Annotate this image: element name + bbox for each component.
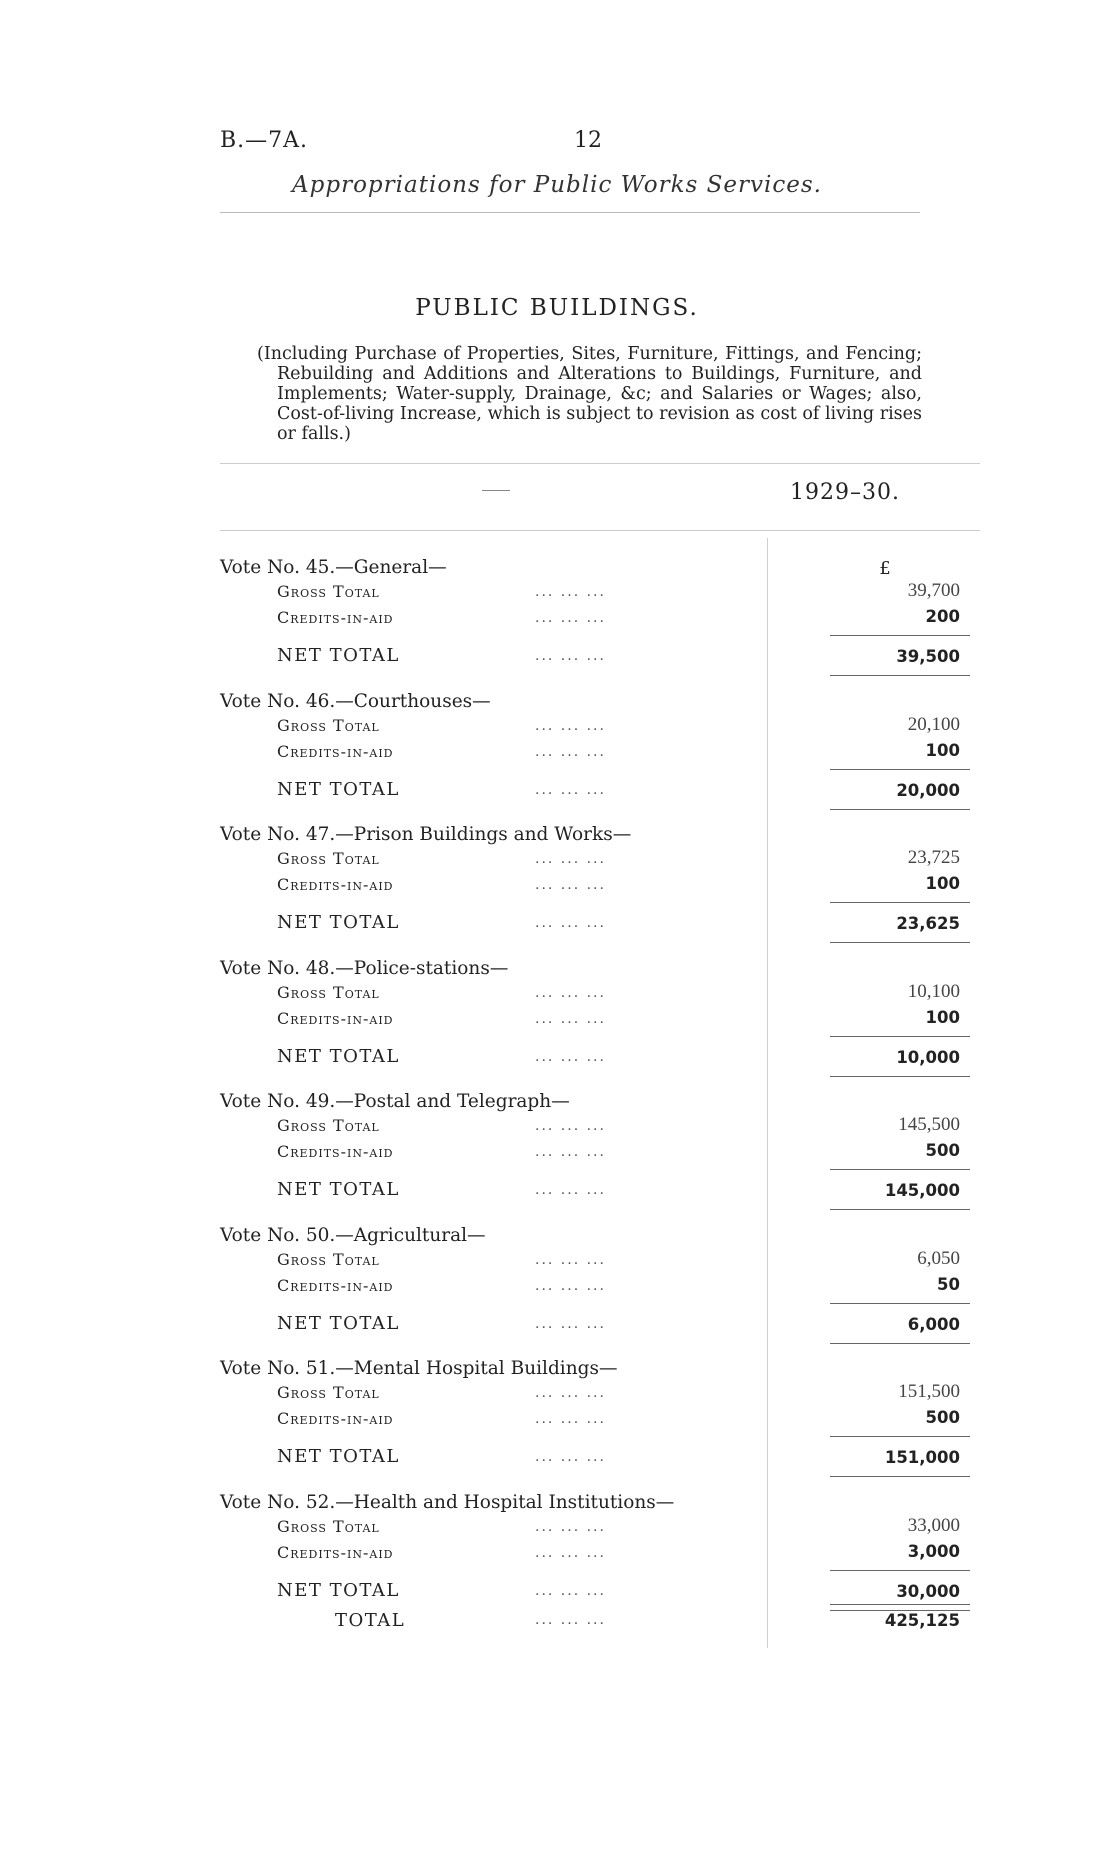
subtotal-rule bbox=[830, 635, 970, 636]
credits-in-aid-value: 3,000 bbox=[907, 1542, 960, 1561]
leader-dots: ... ... ... bbox=[535, 1011, 606, 1027]
leader-dots: ... ... ... bbox=[535, 1583, 606, 1599]
net-total-label: NET TOTAL bbox=[277, 912, 400, 933]
grand-total-value: 425,125 bbox=[884, 1611, 960, 1630]
credits-in-aid-label: Credits-in-aid bbox=[277, 1409, 394, 1428]
leader-dots: ... ... ... bbox=[535, 985, 606, 1001]
gross-total-value: 6,050 bbox=[917, 1248, 960, 1269]
net-total-label: NET TOTAL bbox=[277, 1046, 400, 1067]
vote-title: Vote No. 50.—Agricultural— bbox=[220, 1225, 486, 1246]
net-total-value: 20,000 bbox=[896, 781, 960, 800]
vote-title: Vote No. 52.—Health and Hospital Institutions— bbox=[220, 1492, 675, 1513]
gross-total-value: 10,100 bbox=[907, 981, 960, 1002]
net-total-label: NET TOTAL bbox=[277, 1179, 400, 1200]
credits-in-aid-value: 50 bbox=[937, 1275, 960, 1294]
net-total-value: 10,000 bbox=[896, 1048, 960, 1067]
total-rule bbox=[830, 1604, 970, 1605]
vote-title: Vote No. 46.—Courthouses— bbox=[220, 691, 491, 712]
vote-title: Vote No. 48.—Police-stations— bbox=[220, 958, 509, 979]
credits-in-aid-label: Credits-in-aid bbox=[277, 875, 394, 894]
table-top-rule bbox=[220, 463, 980, 464]
gross-total-value: 151,500 bbox=[898, 1381, 960, 1402]
credits-in-aid-label: Credits-in-aid bbox=[277, 1142, 394, 1161]
vote-title: Vote No. 51.—Mental Hospital Buildings— bbox=[220, 1358, 618, 1379]
leader-dots: ... ... ... bbox=[535, 851, 606, 867]
net-total-rule bbox=[830, 1343, 970, 1344]
subtotal-rule bbox=[830, 1036, 970, 1037]
vote-title: Vote No. 45.—General— bbox=[220, 557, 447, 578]
net-total-value: 39,500 bbox=[896, 647, 960, 666]
net-total-rule bbox=[830, 809, 970, 810]
net-total-rule bbox=[830, 1209, 970, 1210]
grand-total-label: TOTAL bbox=[335, 1610, 406, 1631]
gross-total-value: 145,500 bbox=[898, 1114, 960, 1135]
section-description-text: (Including Purchase of Properties, Sites, Furniture, Fittings, and Fencing; Rebuilding and Additions and Alterations to Buildings, Furniture, and Implements; Water-supply, Drainage, &c; and Salaries or Wages; also, Cost-of-living Increase, which is subject to revision as cost of living rises or falls.) bbox=[257, 344, 922, 444]
leader-dots: ... ... ... bbox=[535, 782, 606, 798]
gross-total-value: 20,100 bbox=[907, 714, 960, 735]
gross-total-label: Gross Total bbox=[277, 1116, 380, 1135]
leader-dots: ... ... ... bbox=[535, 1545, 606, 1561]
gross-total-label: Gross Total bbox=[277, 716, 380, 735]
leader-dots: ... ... ... bbox=[535, 744, 606, 760]
leader-dots: ... ... ... bbox=[535, 610, 606, 626]
net-total-label: NET TOTAL bbox=[277, 1580, 400, 1601]
gross-total-value: 33,000 bbox=[907, 1515, 960, 1536]
net-total-value: 23,625 bbox=[896, 914, 960, 933]
leader-dots: ... ... ... bbox=[535, 1182, 606, 1198]
net-total-value: 145,000 bbox=[884, 1181, 960, 1200]
credits-in-aid-label: Credits-in-aid bbox=[277, 1009, 394, 1028]
gross-total-value: 39,700 bbox=[907, 580, 960, 601]
net-total-rule bbox=[830, 675, 970, 676]
leader-dots: ... ... ... bbox=[535, 1385, 606, 1401]
leader-dots: ... ... ... bbox=[535, 1316, 606, 1332]
leader-dots: ... ... ... bbox=[535, 1144, 606, 1160]
subtotal-rule bbox=[830, 769, 970, 770]
gross-total-label: Gross Total bbox=[277, 1250, 380, 1269]
net-total-rule bbox=[830, 1476, 970, 1477]
net-total-label: NET TOTAL bbox=[277, 1446, 400, 1467]
header-rule bbox=[220, 212, 920, 213]
credits-in-aid-value: 200 bbox=[925, 607, 960, 626]
page-header-title: Appropriations for Public Works Services. bbox=[292, 172, 822, 198]
section-description bbox=[257, 344, 922, 444]
credits-in-aid-value: 100 bbox=[925, 741, 960, 760]
leader-dots: ... ... ... bbox=[535, 1411, 606, 1427]
net-total-value: 30,000 bbox=[896, 1582, 960, 1601]
subtotal-rule bbox=[830, 1436, 970, 1437]
section-title: PUBLIC BUILDINGS. bbox=[415, 295, 699, 321]
document-reference: B.—7A. bbox=[220, 128, 309, 153]
leader-dots: ... ... ... bbox=[535, 1278, 606, 1294]
subtotal-rule bbox=[830, 1169, 970, 1170]
credits-in-aid-label: Credits-in-aid bbox=[277, 742, 394, 761]
leader-dots: ... ... ... bbox=[535, 718, 606, 734]
credits-in-aid-value: 100 bbox=[925, 1008, 960, 1027]
gross-total-label: Gross Total bbox=[277, 582, 380, 601]
gross-total-label: Gross Total bbox=[277, 983, 380, 1002]
column-header-year: 1929–30. bbox=[790, 480, 900, 505]
credits-in-aid-value: 500 bbox=[925, 1141, 960, 1160]
leader-dots: ... ... ... bbox=[535, 1612, 606, 1628]
vote-title: Vote No. 49.—Postal and Telegraph— bbox=[220, 1091, 570, 1112]
credits-in-aid-value: 100 bbox=[925, 874, 960, 893]
gross-total-value: 23,725 bbox=[907, 847, 960, 868]
leader-dots: ... ... ... bbox=[535, 1118, 606, 1134]
net-total-rule bbox=[830, 942, 970, 943]
subtotal-rule bbox=[830, 1570, 970, 1571]
leader-dots: ... ... ... bbox=[535, 877, 606, 893]
column-divider bbox=[767, 538, 768, 1648]
leader-dots: ... ... ... bbox=[535, 915, 606, 931]
net-total-label: NET TOTAL bbox=[277, 1313, 400, 1334]
leader-dots: ... ... ... bbox=[535, 1252, 606, 1268]
leader-dots: ... ... ... bbox=[535, 1049, 606, 1065]
stub-header-dash bbox=[482, 490, 510, 491]
leader-dots: ... ... ... bbox=[535, 648, 606, 664]
net-total-value: 6,000 bbox=[907, 1315, 960, 1334]
page-number: 12 bbox=[574, 128, 602, 153]
gross-total-label: Gross Total bbox=[277, 849, 380, 868]
gross-total-label: Gross Total bbox=[277, 1383, 380, 1402]
credits-in-aid-label: Credits-in-aid bbox=[277, 608, 394, 627]
net-total-label: NET TOTAL bbox=[277, 645, 400, 666]
credits-in-aid-label: Credits-in-aid bbox=[277, 1276, 394, 1295]
subtotal-rule bbox=[830, 902, 970, 903]
leader-dots: ... ... ... bbox=[535, 1449, 606, 1465]
currency-symbol: £ bbox=[879, 558, 891, 579]
net-total-rule bbox=[830, 1076, 970, 1077]
net-total-label: NET TOTAL bbox=[277, 779, 400, 800]
credits-in-aid-value: 500 bbox=[925, 1408, 960, 1427]
table-header-rule bbox=[220, 530, 980, 531]
vote-title: Vote No. 47.—Prison Buildings and Works— bbox=[220, 824, 632, 845]
credits-in-aid-label: Credits-in-aid bbox=[277, 1543, 394, 1562]
leader-dots: ... ... ... bbox=[535, 1519, 606, 1535]
subtotal-rule bbox=[830, 1303, 970, 1304]
gross-total-label: Gross Total bbox=[277, 1517, 380, 1536]
leader-dots: ... ... ... bbox=[535, 584, 606, 600]
net-total-value: 151,000 bbox=[884, 1448, 960, 1467]
